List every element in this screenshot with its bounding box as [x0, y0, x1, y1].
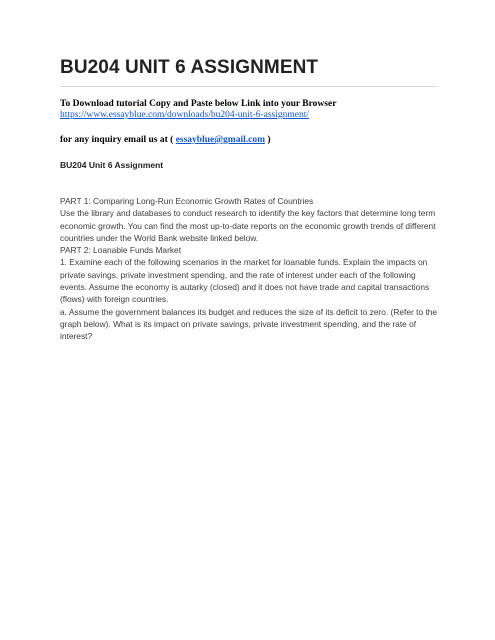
- title-divider: [60, 86, 438, 87]
- inquiry-suffix: ): [265, 135, 271, 145]
- paragraph-question-1: 1. Examine each of the following scenarios in the market for loanable funds. Explain the impacts on private savings, private investment spending, and the rate of interest under each of the following events. Assume the economy is autarky (closed) and it does not have trade and capital transactions (flows) with foreign countries.: [60, 257, 430, 305]
- download-link[interactable]: https://www.essayblue.com/downloads/bu204-unit-6-assignment/: [60, 110, 309, 120]
- inquiry-prefix: for any inquiry email us at (: [60, 135, 176, 145]
- download-heading: To Download tutorial Copy and Paste below Link into your Browser: [60, 99, 337, 109]
- paragraph-part2-heading: PART 2: Loanable Funds Market: [60, 245, 182, 256]
- inquiry-email-link[interactable]: essayblue@gmail.com: [175, 135, 266, 145]
- inquiry-line: [60, 135, 438, 146]
- document-title: BU204 UNIT 6 ASSIGNMENT: [60, 57, 319, 78]
- assignment-body: [60, 195, 438, 343]
- paragraph-question-1a: a. Assume the government balances its budget and reduces the size of its deficit to zero. (Refer to the graph below). What is its impact on private savings, private investment spending, and the rate of interest?: [60, 306, 438, 342]
- paragraph-part1-heading: PART 1: Comparing Long-Run Economic Growth Rates of Countries: [60, 196, 314, 206]
- paragraph-part1-body: Use the library and databases to conduct research to identify the key factors that determine long term economic growth. You can find the most up-to-date reports on the economic growth trends of different countries under the World Bank website linked below.: [60, 208, 436, 243]
- assignment-subtitle: BU204 Unit 6 Assignment: [60, 160, 164, 170]
- document-page: [60, 56, 438, 343]
